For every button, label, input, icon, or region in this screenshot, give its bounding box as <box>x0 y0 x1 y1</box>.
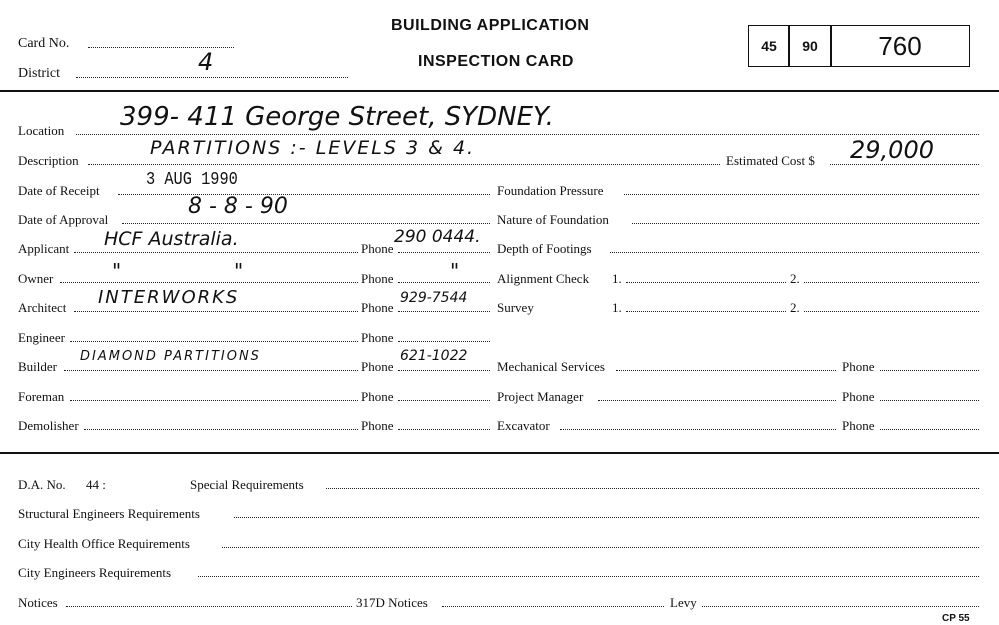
nature-foundation-line <box>632 223 979 224</box>
builder-line <box>64 370 358 371</box>
levy-label: Levy <box>670 595 697 610</box>
survey-line-1 <box>626 311 786 312</box>
engineer-phone-label: Phone <box>361 330 394 345</box>
owner-phone-label: Phone <box>361 271 394 286</box>
estimated-cost-label: Estimated Cost $ <box>726 153 815 168</box>
form-title-line2: INSPECTION CARD <box>418 53 574 70</box>
project-manager-phone-line <box>880 400 979 401</box>
builder-value: DIAMOND PARTITIONS <box>80 349 261 364</box>
applicant-line <box>74 252 358 253</box>
district-value: 4 <box>198 48 214 76</box>
district-label: District <box>18 66 60 81</box>
foreman-line <box>70 400 358 401</box>
location-line <box>76 134 979 135</box>
health-label: City Health Office Requirements <box>18 536 190 551</box>
builder-phone-label: Phone <box>361 359 394 374</box>
survey-label: Survey <box>497 300 534 315</box>
approval-value: 8 - 8 - 90 <box>188 194 288 219</box>
applicant-label: Applicant <box>18 241 70 256</box>
approval-label: Date of Approval <box>18 212 109 227</box>
card-no-label: Card No. <box>18 36 70 51</box>
location-value: 399- 411 George Street, SYDNEY. <box>120 102 554 132</box>
owner-ditto-1: " <box>112 259 122 283</box>
demolisher-label: Demolisher <box>18 418 79 433</box>
applicant-phone-label: Phone <box>361 241 394 256</box>
special-line <box>326 488 979 489</box>
applicant-phone-value: 290 0444. <box>394 227 481 247</box>
excavator-label: Excavator <box>497 418 550 433</box>
requirements-divider <box>0 452 999 454</box>
excavator-line <box>560 429 836 430</box>
owner-label: Owner <box>18 271 54 286</box>
builder-phone-line <box>398 370 490 371</box>
structural-label: Structural Engineers Requirements <box>18 506 200 521</box>
alignment-num-1: 1. <box>612 271 622 286</box>
notices-label: Notices <box>18 595 58 610</box>
owner-phone-line <box>398 282 490 283</box>
estimated-cost-value: 29,000 <box>850 136 934 164</box>
architect-phone-line <box>398 311 490 312</box>
architect-line <box>74 311 358 312</box>
code-box-2: 90 <box>788 25 832 67</box>
project-manager-phone-label: Phone <box>842 389 875 404</box>
applicant-phone-line <box>398 252 490 253</box>
alignment-line-1 <box>626 282 786 283</box>
foundation-pressure-label: Foundation Pressure <box>497 183 604 198</box>
notices-317d-label: 317D Notices <box>356 595 428 610</box>
foreman-label: Foreman <box>18 389 65 404</box>
location-label: Location <box>18 123 65 138</box>
description-line <box>88 164 720 165</box>
alignment-line-2 <box>804 282 979 283</box>
survey-line-2 <box>804 311 979 312</box>
district-line <box>76 77 348 78</box>
foreman-phone-label: Phone <box>361 389 394 404</box>
receipt-stamp: 3 AUG 1990 <box>146 170 238 190</box>
demolisher-phone-label: Phone <box>361 418 394 433</box>
excavator-phone-line <box>880 429 979 430</box>
depth-footings-label: Depth of Footings <box>497 241 592 256</box>
description-label: Description <box>18 153 79 168</box>
foundation-pressure-line <box>624 194 979 195</box>
demolisher-line <box>84 429 358 430</box>
excavator-phone-label: Phone <box>842 418 875 433</box>
owner-phone-value: " <box>450 259 460 283</box>
applicant-value: HCF Australia. <box>104 228 239 250</box>
description-value: PARTITIONS :- LEVELS 3 & 4. <box>150 137 476 159</box>
alignment-num-2: 2. <box>790 271 800 286</box>
architect-phone-label: Phone <box>361 300 394 315</box>
engineer-label: Engineer <box>18 330 65 345</box>
architect-label: Architect <box>18 300 67 315</box>
project-manager-line <box>598 400 836 401</box>
da-value: 44 : <box>86 477 106 492</box>
nature-foundation-label: Nature of Foundation <box>497 212 609 227</box>
receipt-line <box>118 194 490 195</box>
demolisher-phone-line <box>398 429 490 430</box>
architect-value: INTERWORKS <box>98 287 240 308</box>
city-eng-line <box>198 576 979 577</box>
foreman-phone-line <box>398 400 490 401</box>
owner-line <box>60 282 358 283</box>
city-eng-label: City Engineers Requirements <box>18 565 172 580</box>
special-label: Special Requirements <box>190 477 304 492</box>
receipt-label: Date of Receipt <box>18 183 100 198</box>
health-line <box>222 547 979 548</box>
mechanical-line <box>616 370 836 371</box>
notices-317d-line <box>442 606 664 607</box>
mechanical-label: Mechanical Services <box>497 359 605 374</box>
architect-phone-value: 929-7544 <box>400 290 468 306</box>
code-box-1: 45 <box>748 25 790 67</box>
form-title-line1: BUILDING APPLICATION <box>391 17 590 34</box>
alignment-label: Alignment Check <box>497 271 590 286</box>
structural-line <box>234 517 979 518</box>
estimated-cost-line <box>830 164 979 165</box>
owner-ditto-2: " <box>234 259 244 283</box>
depth-footings-line <box>610 252 979 253</box>
da-label: D.A. No. <box>18 477 66 492</box>
mechanical-phone-line <box>880 370 979 371</box>
survey-num-2: 2. <box>790 300 800 315</box>
approval-line <box>122 223 490 224</box>
builder-phone-value: 621-1022 <box>400 348 468 364</box>
mechanical-phone-label: Phone <box>842 359 875 374</box>
code-box-3: 760 <box>830 25 970 67</box>
levy-line <box>702 606 979 607</box>
builder-label: Builder <box>18 359 57 374</box>
project-manager-label: Project Manager <box>497 389 584 404</box>
header-divider <box>0 90 999 92</box>
survey-num-1: 1. <box>612 300 622 315</box>
notices-line <box>66 606 352 607</box>
engineer-line <box>70 341 358 342</box>
form-code: CP 55 <box>942 613 970 624</box>
engineer-phone-line <box>398 341 490 342</box>
